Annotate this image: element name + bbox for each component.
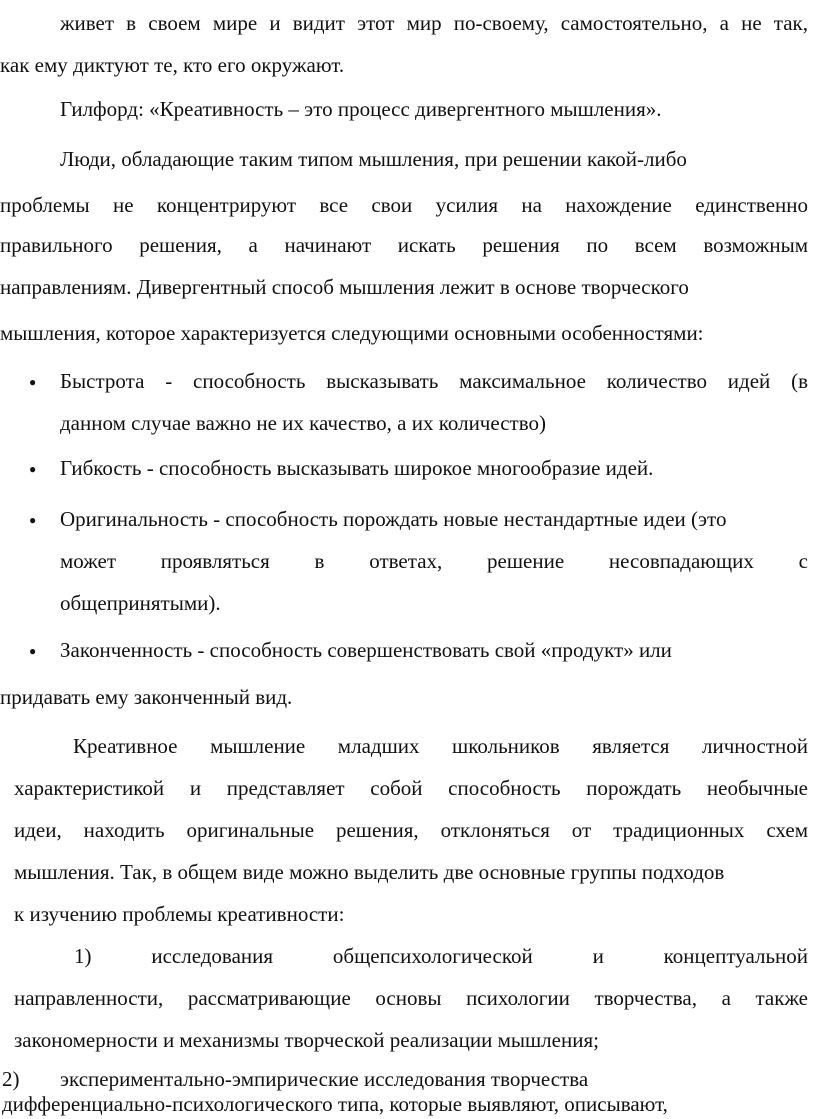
list-item-line: данном случае важно не их качество, а их количество) <box>60 411 546 435</box>
list-item-line: Гибкость - способность высказывать широкое многообразие идей. <box>60 456 654 480</box>
paragraph-line: проблемы не концентрируют все свои усилия на нахождение единственно <box>0 193 808 217</box>
paragraph-line: правильного решения, а начинают искать решения по всем возможным <box>0 233 808 257</box>
paragraph-line: как ему диктуют те, кто его окружают. <box>0 53 345 77</box>
paragraph-line: Люди, обладающие таким типом мышления, при решении какой-либо <box>60 147 687 171</box>
bullet-marker: ● <box>29 644 37 658</box>
list-item-line: общепринятыми). <box>60 591 221 615</box>
list-item-line: Законченность - способность совершенствовать свой «продукт» или <box>60 638 672 662</box>
paragraph-line: направлениям. Дивергентный способ мышления лежит в основе творческого <box>0 275 689 299</box>
list-item-line: Быстрота - способность высказывать максимальное количество идей (в <box>60 369 808 393</box>
paragraph-line: к изучению проблемы креативности: <box>14 902 345 926</box>
item-number: 2) <box>2 1067 20 1091</box>
paragraph-line: мышления, которое характеризуется следующими основными особенностями: <box>0 321 704 345</box>
list-item-line: Оригинальность - способность порождать новые нестандартные идеи (это <box>60 507 727 531</box>
paragraph-line: живет в своем мире и видит этот мир по-своему, самостоятельно, а не так, <box>60 11 808 35</box>
list-item-line: придавать ему законченный вид. <box>0 685 293 709</box>
paragraph-line: идеи, находить оригинальные решения, отклоняться от традиционных схем <box>14 818 808 842</box>
paragraph-line: Креативное мышление младших школьников является личностной <box>73 734 808 758</box>
numbered-item-line: закономерности и механизмы творческой реализации мышления; <box>14 1028 599 1052</box>
numbered-item-line: 1) исследования общепсихологической и концептуальной <box>74 944 808 968</box>
paragraph-line: Гилфорд: «Креативность – это процесс дивергентного мышления». <box>60 97 662 121</box>
paragraph-line: мышления. Так, в общем виде можно выделить две основные группы подходов <box>14 860 725 884</box>
bullet-marker: ● <box>29 375 37 389</box>
list-item-line: может проявляться в ответах, решение несовпадающих с <box>60 549 808 573</box>
bullet-marker: ● <box>29 513 37 527</box>
numbered-item-line: экспериментально-эмпирические исследования творчества <box>60 1067 589 1091</box>
bullet-marker: ● <box>29 462 37 476</box>
numbered-item-line: дифференциально-психологического типа, которые выявляют, описывают, <box>2 1092 668 1116</box>
paragraph-line: характеристикой и представляет собой способность порождать необычные <box>14 776 808 800</box>
numbered-item-line: направленности, рассматривающие основы психологии творчества, а также <box>14 986 808 1010</box>
